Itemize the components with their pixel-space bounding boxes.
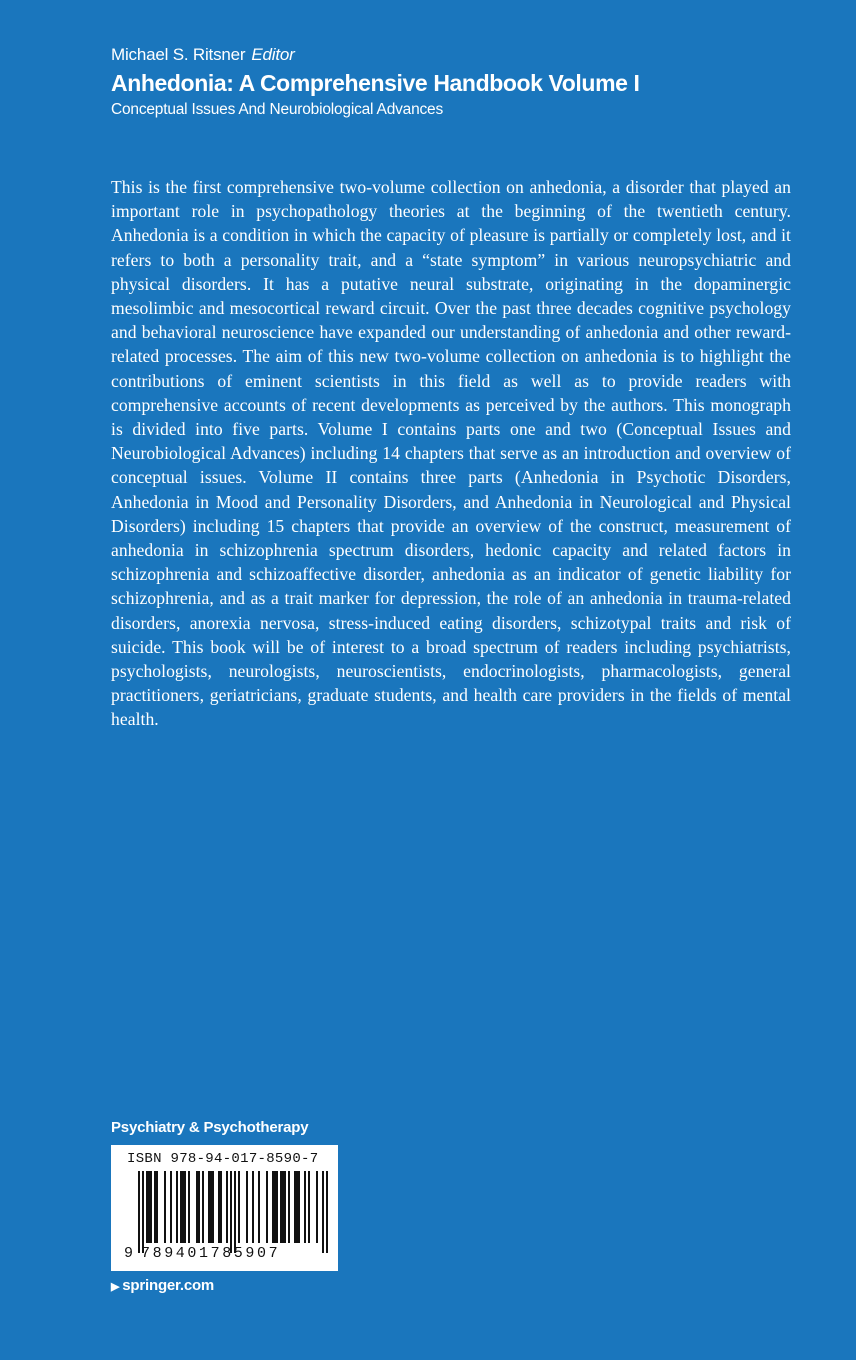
barcode-bar — [296, 1171, 298, 1243]
subject-category: Psychiatry & Psychotherapy — [111, 1119, 309, 1136]
publisher-link[interactable] — [111, 1276, 214, 1297]
barcode-bar — [154, 1171, 156, 1243]
barcode-bar — [150, 1171, 152, 1243]
barcode-bar — [220, 1171, 222, 1243]
barcode-bar — [322, 1171, 324, 1253]
barcode-bar — [326, 1171, 328, 1253]
barcode-bar — [230, 1171, 232, 1253]
editor-line — [111, 44, 811, 66]
barcode-bar — [266, 1171, 268, 1243]
barcode-bar — [170, 1171, 172, 1243]
editor-role: Editor — [251, 45, 295, 64]
arrow-right-icon: ▶ — [111, 1281, 120, 1293]
barcode-bar — [226, 1171, 228, 1243]
barcode-bar — [282, 1171, 284, 1243]
barcode-bar — [184, 1171, 186, 1243]
barcode-bar — [308, 1171, 310, 1243]
barcode-bar — [176, 1171, 178, 1243]
book-title: Anhedonia: A Comprehensive Handbook Volume I — [111, 70, 640, 96]
barcode-bar — [156, 1171, 158, 1243]
barcode-bar — [146, 1171, 148, 1243]
barcode-bar — [276, 1171, 278, 1243]
barcode-bar — [138, 1171, 140, 1253]
barcode-bar — [198, 1171, 200, 1243]
barcode-bar — [272, 1171, 274, 1243]
book-subtitle: Conceptual Issues And Neurobiological Advances — [111, 101, 444, 118]
barcode-bar — [238, 1171, 240, 1243]
barcode-bar — [208, 1171, 210, 1243]
barcode-bar — [180, 1171, 182, 1243]
isbn-barcode — [111, 1145, 338, 1271]
barcode-bar — [234, 1171, 236, 1253]
barcode-bar — [280, 1171, 282, 1243]
editor-name: Michael S. Ritsner — [111, 45, 246, 64]
barcode-bar — [202, 1171, 204, 1243]
barcode-bar — [188, 1171, 190, 1243]
book-header — [111, 44, 811, 121]
barcode-bar — [142, 1171, 144, 1253]
barcode-bar — [304, 1171, 306, 1243]
book-description: This is the first comprehensive two-volume collection on anhedonia, a disorder that played an important role in psychopathology theories at the beginning of the twentieth century. Anhedonia is a condition in which the capacity of pleasure is partially or completely lost, and it refers to both a personality trait, and a “state symptom” in various neuropsychiatric and physical disorders. It has a putative neural substrate, originating in the dopaminergic mesolimbic and mesocortical reward circuit. Over the past three decades cognitive psychology and behavioral neuroscience have expanded our understanding of anhedonia and other reward-related processes. The aim of this new two-volume collection on anhedonia is to highlight the contributions of eminent scientists in this field as well as to provide readers with comprehensive accounts of recent developments as perceived by the authors. This monograph is divided into five parts. Volume I contains parts one and two (Conceptual Issues and Neurobiological Advances) including 14 chapters that serve as an introduction and overview of conceptual issues. Volume II contains three parts (Anhedonia in Psychotic Disorders, Anhedonia in Mood and Personality Disorders, and Anhedonia in Neurological and Physical Disorders) including 15 chapters that provide an overview of the construct, measurement of anhedonia in schizophrenia spectrum disorders, hedonic capacity and related factors in schizophrenia and schizoaffective disorder, anhedonia as an indicator of genetic liability for schizophrenia, and as a trait marker for depression, the role of an anhedonia in trauma-related disorders, anorexia nervosa, stress-induced eating disorders, schizotypal traits and risk of suicide. This book will be of interest to a broad spectrum of readers including psychiatrists, psychologists, neurologists, neuroscientists, endocrinologists, pharmacologists, general practitioners, geriatricians, graduate students, and health care providers in the fields of mental health. — [111, 177, 791, 730]
publisher-url: springer.com — [122, 1277, 215, 1294]
barcode-bar — [294, 1171, 296, 1243]
barcode-bar — [258, 1171, 260, 1243]
barcode-bar — [218, 1171, 220, 1243]
barcode-bar — [182, 1171, 184, 1243]
barcode-first-digit: 9 — [124, 1245, 134, 1262]
barcode-bar — [316, 1171, 318, 1243]
barcode-bar — [246, 1171, 248, 1243]
barcode-bar — [148, 1171, 150, 1243]
isbn-label: ISBN 978-94-017-8590-7 — [127, 1151, 319, 1167]
barcode-bar — [196, 1171, 198, 1243]
barcode-bar — [288, 1171, 290, 1243]
barcode-bar — [284, 1171, 286, 1243]
barcode-digits: 789401785907 — [141, 1245, 281, 1262]
barcode-bar — [274, 1171, 276, 1243]
barcode-bar — [252, 1171, 254, 1243]
barcode-bar — [298, 1171, 300, 1243]
barcode-bar — [164, 1171, 166, 1243]
barcode-bar — [210, 1171, 212, 1243]
barcode-bar — [212, 1171, 214, 1243]
